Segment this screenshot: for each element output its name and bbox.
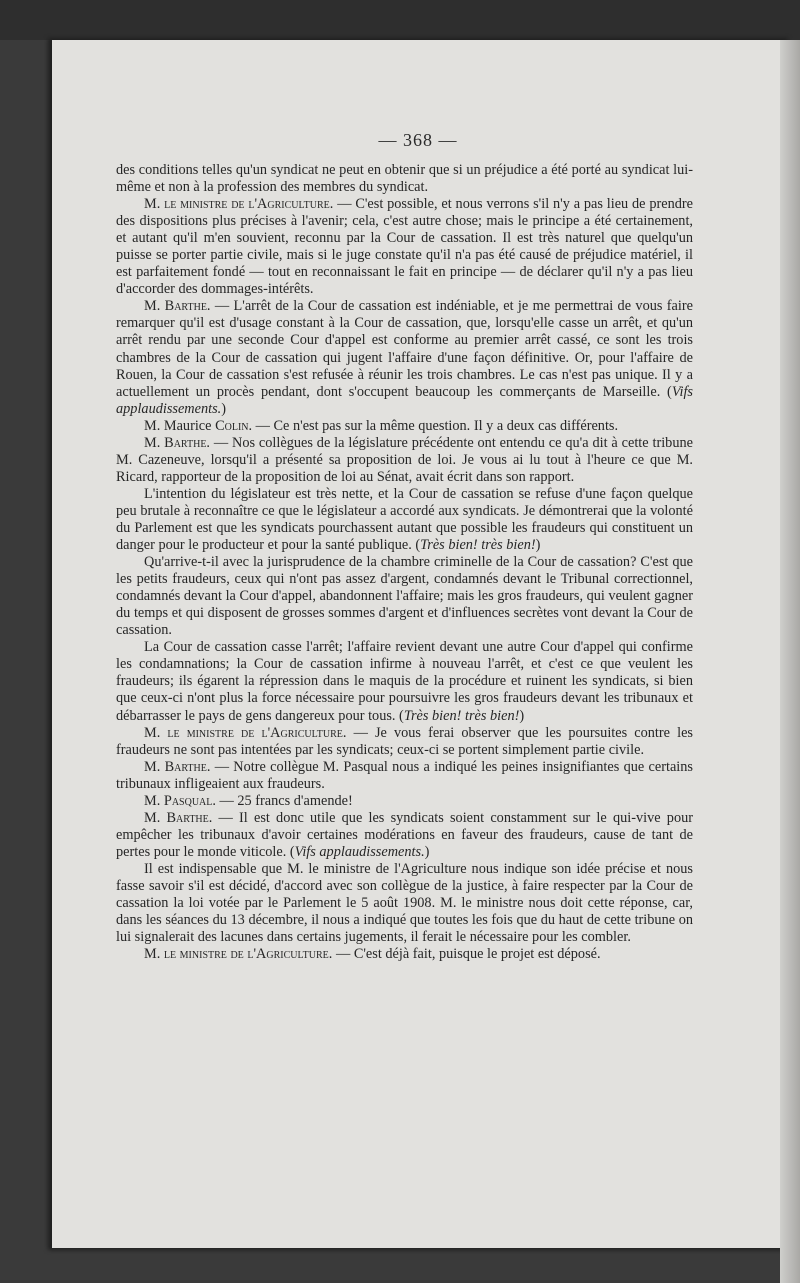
paragraph [116, 725, 693, 759]
stage-direction: Très bien! très bien! [403, 707, 520, 724]
text-run: M. [144, 809, 167, 826]
text-run: M. Maurice [144, 417, 216, 434]
speaker-name: Barthe [164, 434, 207, 451]
text-run: M. [144, 434, 165, 451]
text-run: . — C'est possible, et nous verrons s'il n'y a pas lieu de prendre des dispositions plus précises à l'avenir; cela, c'est autre chose; mais le principe a été certainement, et autant qu'il m'en souvient, reconnu par la Cour de cassation. Il est très naturel que quelqu'un puisse se porter partie civile, mais si le juge constate qu'il n'a pas été causé de préjudice matériel, il est parfaitement fondé — tout en reconnaissant le fait en principe — de déclarer qu'il n'y a pas lieu d'accorder des dommages-intérêts. [116, 196, 693, 298]
speaker-name: Colin [215, 417, 249, 434]
speaker-name: Barthe [164, 298, 207, 315]
paragraph [116, 486, 693, 554]
text-run: ) [221, 400, 227, 417]
paragraph [116, 162, 693, 196]
stage-direction: Très bien! très bien! [420, 537, 536, 554]
text-run: M. [144, 758, 165, 775]
paragraph [116, 861, 693, 946]
text-run: . — Nos collègues de la législature précédente ont entendu ce qu'a dit à cette tribune M. Cazeneuve, lorsqu'il a présenté sa proposition de loi. Je vous ai lu tout à l'heure ce que M. Ricard, rapporteur de la proposition de loi au Sénat, avait écrit dans son rapport. [116, 434, 693, 485]
text-run: des conditions telles qu'un syndicat ne peut en obtenir que si un préjudice a été porté au syndicat lui-même et non à la profession des membres du syndicat. [116, 162, 693, 196]
text-run: M. [144, 946, 164, 963]
speaker-name: Barthe [164, 758, 207, 775]
paragraph [116, 639, 693, 724]
stage-direction: Vifs applaudissements. [116, 383, 693, 417]
text-run: L'intention du législateur est très nette, et la Cour de cassation se refuse d'une façon quelque peu brutale à reconnaître ce que le législateur a accordé aux syndicats. Je démontrerai que la volonté du Parlement est que les syndicats pourchassent autant que possible les fraudeurs qui constituent un danger pour le producteur et pour la santé publique. ( [116, 485, 693, 554]
paragraph [116, 554, 693, 639]
text-run: M. [144, 298, 165, 315]
paragraph [116, 793, 693, 810]
speaker-name: le ministre de l'Agriculture [167, 724, 343, 741]
paragraph [116, 196, 693, 298]
text-run: . — C'est déjà fait, puisque le projet est déposé. [328, 946, 601, 963]
text-run: . — 25 francs d'amende! [212, 792, 353, 809]
text-run: La Cour de cassation casse l'arrêt; l'affaire revient devant une autre Cour d'appel qui confirme les condamnations; la Cour de cassation infirme à nouveau l'arrêt, et c'est ce que veulent les fraudeurs; ils égarent la répression dans le maquis de la procédure et ruinent les syndicats, si bien que ceux-ci n'ont plus la force nécessaire pour poursuivre les gros fraudeurs devant les tribunaux et débarrasser le pays de gens dangereux pour tous. ( [116, 639, 693, 724]
text-run: . — Je vous ferai observer que les poursuites contre les fraudeurs ne sont pas intentées par les syndicats; ceux-ci se portent simplement partie civile. [116, 724, 693, 758]
paragraph [116, 435, 693, 486]
page-number: — 368 — [378, 130, 458, 150]
page-edge [780, 40, 800, 1283]
paragraph [116, 946, 693, 963]
text-run: . — L'arrêt de la Cour de cassation est indéniable, et je me permettrai de vous faire remarquer qu'il est d'usage constant à la Cour de cassation, que, lorsqu'elle casse un arrêt, et qu'un arrêt rendu par une seconde Cour d'appel est conforme au premier arrêt cassé, ce sont les trois chambres de la Cour de cassation qui jugent l'affaire d'une façon définitive. Or, pour l'affaire de Rouen, la Cour de cassation s'est refusée à réunir les trois chambres. Le cas n'est pas unique. Il y a actuellement un procès pendant, dont s'occupent beaucoup les commerçants de Marseille. ( [116, 298, 693, 400]
speaker-name: le ministre de l'Agriculture [163, 946, 329, 963]
body-text [116, 162, 693, 963]
scanner-background [0, 0, 800, 40]
text-run: . — Il est donc utile que les syndicats soient constamment sur le qui-vive pour empêcher les tribunaux d'avoir certaines modérations en faveur des fraudeurs, cause de tant de pertes pour le monde viticole. ( [116, 809, 693, 860]
text-run: M. [144, 792, 164, 809]
speaker-name: Pasqual [163, 792, 213, 809]
text-run: M. [144, 724, 168, 741]
paragraph [116, 810, 693, 861]
text-run: . — Notre collègue M. Pasqual nous a indiqué les peines insignifiantes que certains tribunaux infligeaient aux fraudeurs. [116, 758, 693, 792]
paragraph [116, 298, 693, 417]
text-run: . — Ce n'est pas sur la même question. Il y a deux cas différents. [248, 417, 619, 434]
text-run: Il est indispensable que M. le ministre de l'Agriculture nous indique son idée précise et nous fasse savoir s'il est décidé, d'accord avec son collègue de la justice, à faire respecter par la Cour de cassation la loi votée par le Parlement le 5 août 1908. M. le ministre nous doit cette réponse, car, dans les séances du 13 décembre, il nous a indiqué que toutes les fois que du haut de cette tribune on lui signalerait des lacunes dans certains jugements, il ferait le nécessaire pour les combler. [116, 860, 693, 946]
text-run: ) [519, 707, 525, 724]
text-run: ) [424, 843, 430, 860]
document-page [52, 40, 784, 1248]
speaker-name: Barthe [166, 809, 209, 826]
text-run: M. [144, 196, 165, 213]
speaker-name: le ministre de l'Agriculture [164, 196, 330, 213]
text-run: ) [535, 537, 541, 554]
paragraph [116, 759, 693, 793]
paragraph [116, 418, 693, 435]
stage-direction: Vifs applaudissements. [294, 843, 425, 860]
text-run: Qu'arrive-t-il avec la jurisprudence de la chambre criminelle de la Cour de cassation? C'est que les petits fraudeurs, ceux qui n'ont pas assez d'argent, condamnés devant le Tribunal correctionnel, condamnés devant la Cour d'appel, abandonnent l'affaire; mais les gros fraudeurs, qui veulent gagner du temps et qui disposent de grosses sommes d'argent et d'influences secrètes vont devant la Cour de cassation. [116, 554, 693, 639]
